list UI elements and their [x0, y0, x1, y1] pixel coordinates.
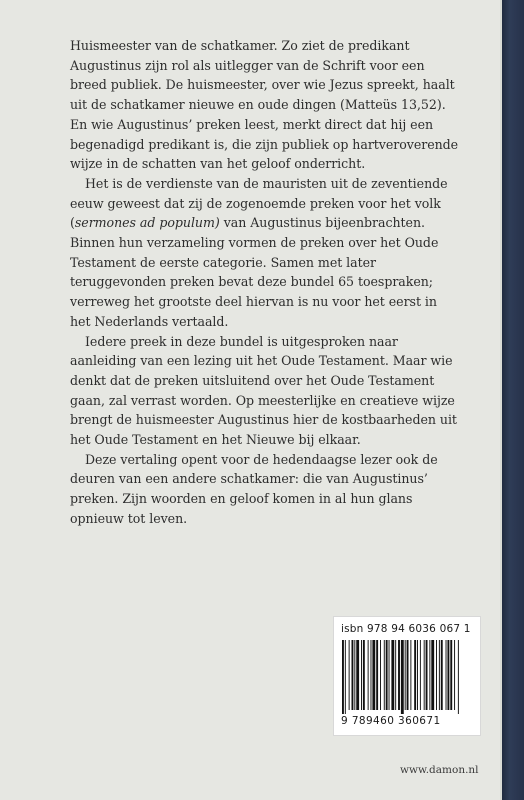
- barcode-bar: [407, 640, 409, 710]
- barcode-bar: [426, 640, 428, 710]
- book-spine-edge: [502, 0, 524, 800]
- barcode-bar: [417, 640, 418, 710]
- barcode-bar: [414, 640, 416, 710]
- barcode-bar: [342, 640, 344, 714]
- barcode-bar: [436, 640, 437, 710]
- barcode-bar: [458, 640, 459, 714]
- barcode-bar: [389, 640, 390, 710]
- barcode-bar: [424, 640, 425, 710]
- barcode-bar: [345, 640, 346, 714]
- barcode-bar: [398, 640, 400, 710]
- barcode-bar: [401, 640, 404, 714]
- barcode-bar: [352, 640, 354, 710]
- barcode-bar: [376, 640, 378, 710]
- barcode-bar: [368, 640, 369, 710]
- barcode-bar: [439, 640, 440, 710]
- blurb-paragraph-2-end: van Augustinus bijeenbrachten. Binnen hun verzameling vormen de preken over het Oude Testament de eerste categorie. Samen met later teruggevonden preken bevat deze bundel 65 toespraken; verreweg het grootste deel hiervan is nu voor het eerst in het Nederlands vertaald.: [70, 215, 439, 329]
- barcode-bar: [431, 640, 434, 710]
- barcode-bar: [395, 640, 396, 710]
- isbn-label: isbn 978 94 6036 067 1: [341, 623, 471, 635]
- barcode-bar: [386, 640, 388, 710]
- barcode-bar: [372, 640, 375, 710]
- blurb-paragraph-3: Iedere preek in deze bundel is uitgesproken naar aanleiding van een lezing uit het Oude Testament. Maar wie denkt dat de preken uitsluitend over het Oude Testament gaan, zal verrast worden. Op meesterlijke en creatieve wijze brengt de huismeester Augustinus hier de kostbaarheden uit het Oude Testament en het Nieuwe bij elkaar.: [70, 333, 457, 448]
- barcode-image: [338, 640, 474, 714]
- blurb-paragraph-1: Huismeester van de schatkamer. Zo ziet de predikant Augustinus zijn rol als uitlegger van de Schrift voor een breed publiek. De huismeester, over wie Jezus spreekt, haalt uit de schatkamer nieuwe en oude dingen (Matteüs 13,52). En wie Augustinus’ preken leest, merkt direct dat hij een begenadigd predikant is, die zijn publiek op hartveroverende wijze in de schatten van het geloof onderricht.: [70, 38, 459, 172]
- barcode-bar: [429, 640, 430, 710]
- barcode-bar: [454, 640, 455, 710]
- barcode-bar: [441, 640, 443, 710]
- barcode-bar: [354, 640, 355, 710]
- publisher-website: www.damon.nl: [400, 764, 479, 776]
- barcode-bar: [349, 640, 350, 710]
- barcode-bar: [405, 640, 406, 710]
- blurb-text: [70, 36, 460, 529]
- blurb-paragraph-2-start: Het is de verdienste van de mauristen uit de zeventiende eeuw geweest dat zij de zogenoemde preken voor het volk (: [70, 175, 448, 231]
- barcode-bar: [356, 640, 359, 710]
- barcode-bar: [361, 640, 362, 710]
- barcode-bar: [391, 640, 394, 710]
- barcode-bar: [447, 640, 449, 710]
- barcode-bar: [410, 640, 411, 710]
- barcode-bar: [380, 640, 381, 710]
- blurb-paragraph-2-italic: sermones ad populum): [74, 215, 220, 231]
- barcode-bar: [446, 640, 447, 710]
- blurb-paragraph-2: [70, 174, 460, 332]
- blurb-paragraph-4: Deze vertaling opent voor de hedendaagse lezer ook de deuren van een andere schatkamer: die van Augustinus’ preken. Zijn woorden en geloof komen in al hun glans opnieuw tot leven.: [70, 451, 438, 526]
- barcode-bar: [420, 640, 421, 710]
- barcode-bar: [371, 640, 372, 710]
- barcode-bar: [363, 640, 365, 710]
- barcode-bar: [450, 640, 452, 710]
- barcode-digits: 9 789460 360671: [341, 715, 441, 727]
- barcode-bar: [384, 640, 385, 710]
